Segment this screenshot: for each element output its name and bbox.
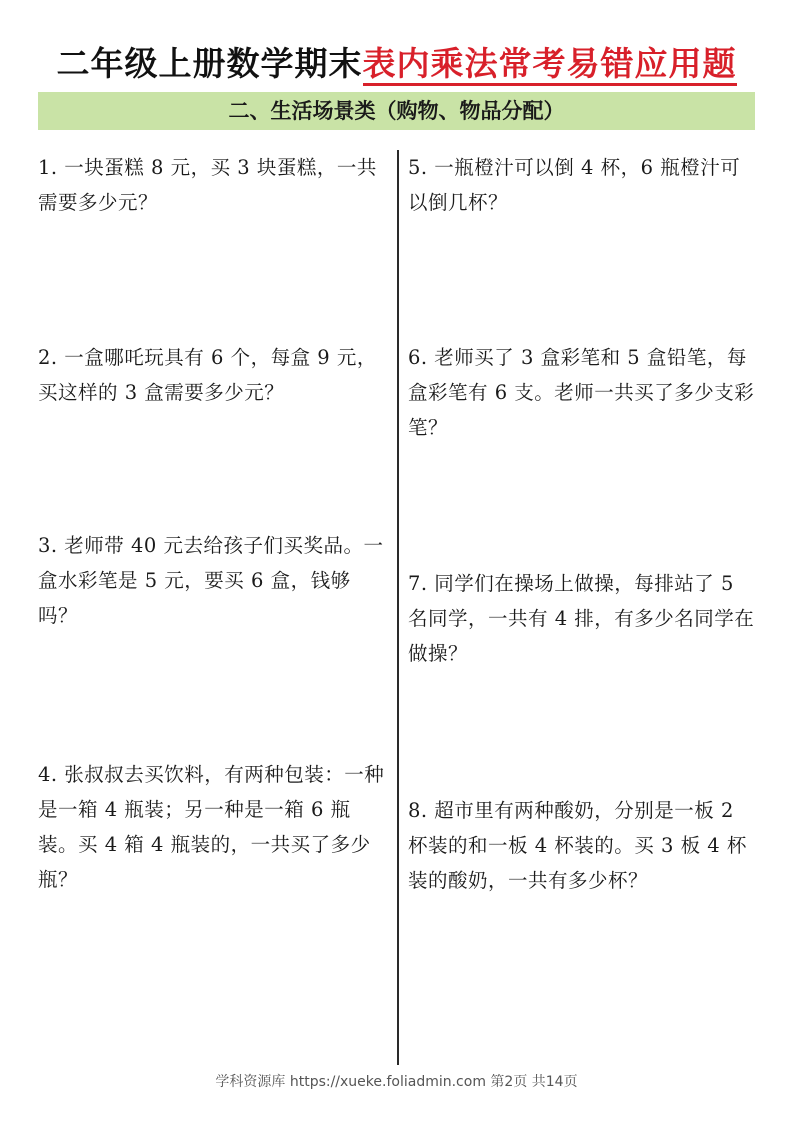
title-highlight: 表内乘法常考易错应用题: [363, 44, 737, 86]
question-8: 8. 超市里有两种酸奶，分别是一板 2 杯装的和一板 4 杯装的。买 3 板 4 杯装的酸奶，一共有多少杯？: [408, 799, 747, 892]
title-main: 二年级上册数学期末: [56, 44, 363, 83]
question-2: 2. 一盒哪吒玩具有 6 个，每盒 9 元，买这样的 3 盒需要多少元？: [38, 346, 377, 404]
question-4: 4. 张叔叔去买饮料，有两种包装：一种是一箱 4 瓶装；另一种是一箱 6 瓶装。买 4 箱 4 瓶装的，一共买了多少瓶？: [38, 763, 385, 891]
question-1: 1. 一块蛋糕 8 元，买 3 块蛋糕，一共需要多少元？: [38, 156, 377, 214]
page-footer: 学科资源库 https://xueke.foliadmin.com 第2页 共14页: [215, 1074, 578, 1090]
question-3: 3. 老师带 40 元去给孩子们买奖品。一盒水彩笔是 5 元，要买 6 盒，钱够吗？: [38, 534, 384, 627]
column-divider: [397, 150, 399, 1065]
question-5: 5. 一瓶橙汁可以倒 4 杯，6 瓶橙汁可以倒几杯？: [408, 156, 741, 214]
question-6: 6. 老师买了 3 盒彩笔和 5 盒铅笔，每盒彩笔有 6 支。老师一共买了多少支彩笔？: [408, 346, 755, 439]
page-title: [0, 38, 793, 85]
question-7: 7. 同学们在操场上做操，每排站了 5 名同学，一共有 4 排，有多少名同学在做操？: [408, 572, 755, 665]
section-banner: 二、生活场景类（购物、物品分配）: [38, 92, 755, 130]
